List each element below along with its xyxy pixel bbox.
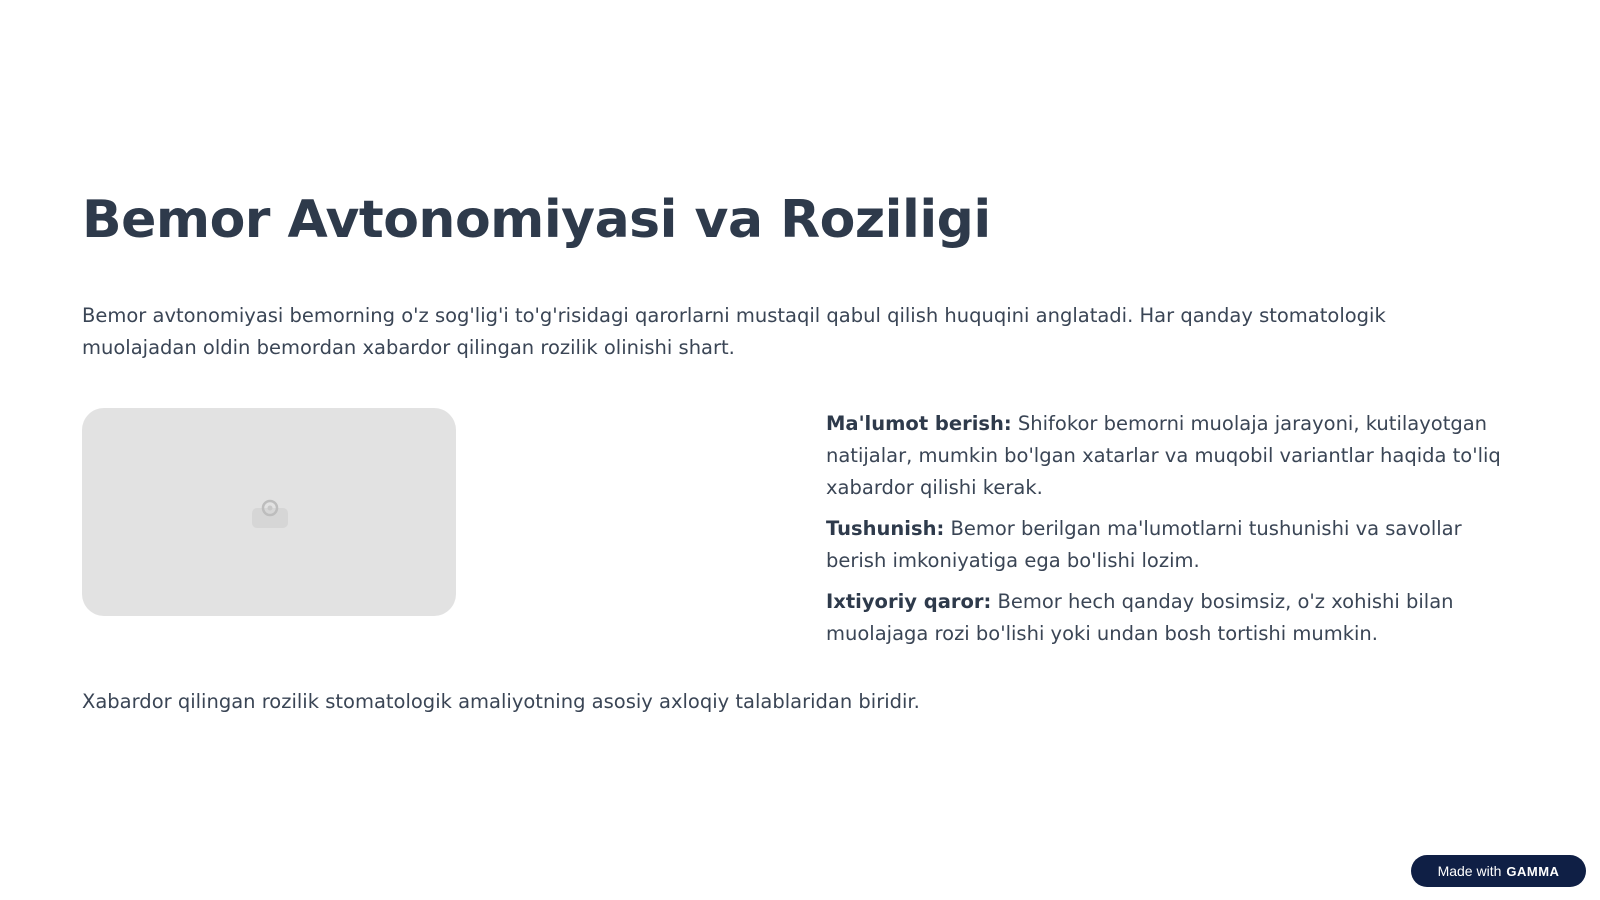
image-placeholder-icon [250,494,290,530]
point-term: Ma'lumot berish: [826,412,1012,435]
slide-title: Bemor Avtonomiyasi va Roziligi [82,190,991,250]
point-text: Bemor hech qanday bosimsiz, o'z xohishi bilan muolajaga rozi bo'lishi yoki undan bosh tortishi mumkin. [826,590,1454,645]
image-placeholder [82,408,456,616]
point-item [826,408,1516,504]
point-item [826,513,1516,577]
made-with-gamma-badge[interactable] [1411,855,1586,887]
point-term: Tushunish: [826,517,945,540]
key-points-list [826,408,1516,659]
point-term: Ixtiyoriy qaror: [826,590,992,613]
badge-prefix: Made with [1437,863,1502,879]
intro-paragraph: Bemor avtonomiyasi bemorning o'z sog'lig'i to'g'risidagi qarorlarni mustaqil qabul qilish huquqini anglatadi. Har qanday stomatologik muolajadan oldin bemordan xabardor qilingan rozilik olinishi shart. [82,304,1386,359]
conclusion-text: Xabardor qilingan rozilik stomatologik amaliyotning asosiy axloqiy talablaridan biridir. [82,690,920,713]
point-item [826,586,1516,650]
point-text: Shifokor bemorni muolaja jarayoni, kutilayotgan natijalar, mumkin bo'lgan xatarlar va muqobil variantlar haqida to'liq xabardor qilishi kerak. [826,412,1501,499]
point-text: Bemor berilgan ma'lumotlarni tushunishi va savollar berish imkoniyatiga ega bo'lishi lozim. [826,517,1462,572]
gamma-logo: GAMMA [1506,863,1560,879]
